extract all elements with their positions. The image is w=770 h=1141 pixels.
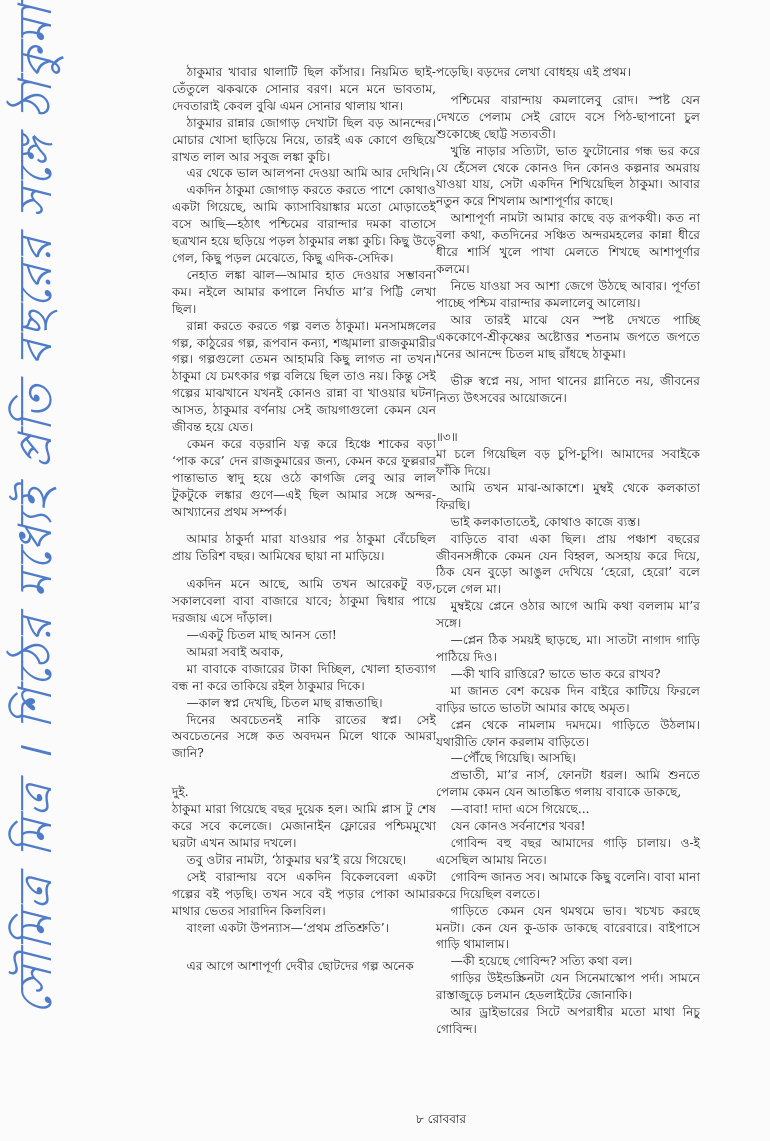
paragraph: খুন্তি নাড়ার সত্যিটা, ভাত ফুটোনোর গন্ধ ভর করে যে হেঁসেল থেকে কোনও দিন কোনও কল্পনার অমরায় যাওয়া যায়, সেটা একদিন শিখিয়েছিল ঠাকুমা। আবার নতুন করে শিখলাম আশাপূর্ণার কাছে। [436,143,700,209]
paragraph: বাংলা একটা উপন্যাস—‘প্রথম প্রতিশ্রুতি’। [186,920,389,935]
paragraph: দিনের অবচেতনই নাকি রাতের স্বপ্ন। সেই অবচেতনের সঙ্গে কত অবদমন মিলে থাকে আমরা জানি? [172,712,436,761]
paragraph: বাড়িতে বাবা একা ছিল। প্রায় পঞ্চাশ বছরের জীবনসঙ্গীকে কেমন যেন বিহ্বল, অসহায় করে দিয়ে, ঠিক যেন বুড়ো আঙুল দেখিয়ে ‘হেরো, হেরো’ বলে চলে গেল মা। [436,531,700,597]
paragraph: প্রভাতী, মা’র নার্স, ফোনটা ধরল। আমি শুনতে পেলাম কেমন যেন আতঙ্কিত গলায় বাবাকে ডাকছে, [436,768,700,800]
paragraph: আর ড্রাইভারের সিটে অপরাধীর মতো মাথা নিচু গোবিন্দ। [436,1005,700,1036]
paragraph: —কী হয়েছে গোবিন্দ? সত্যি কথা বল। [450,954,633,969]
paragraph: দুই. [172,785,189,800]
paragraph: যেন কোনও সর্বনাশের খবর! [450,819,586,834]
paragraph: পড়েছি। বড়দের লেখা বোধহয় এই প্রথম। [436,65,631,79]
paragraph: ভীরু স্বপ্নে নয়, সাদা থানের গ্লানিতে নয়, জীবনের নিত্য উৎসবের আয়োজনে। [436,374,700,406]
paragraph: —একটু চিতল মাছ আনস তো! [186,628,337,642]
paragraph: একদিন মনে আছে, আমি তখন আরেকটু বড়, সকালবেলা বাবা বাজারে যাবে; ঠাকুমা দ্বিধার পায়ে দরজায় এসে দাঁড়াল। [172,577,436,626]
paragraph: সেই বারান্দায় বসে একদিন বিকেলবেলা একটা গল্পের বই পড়ছি। তখন সবে বই পড়ার পোকা আমার মাথার ভেতর সারাদিন কিলবিল। [172,869,436,918]
paragraph: —কী খাবি রাত্তিরে? ভাতে ভাত করে রাখব? [450,666,661,681]
paragraph: মা বাবাকে বাজারের টাকা দিচ্ছিল, খোলা হাতব্যাগ বন্ধ না করে তাকিয়ে রইল ঠাকুমার দিকে। [172,661,436,693]
paragraph: ॥৩॥ [436,430,458,445]
paragraph: আশাপূর্ণা নামটা আমার কাছে বড় রূপকথী। কত না বলা কথা, কতদিনের সঞ্চিত অন্দরমহলের কান্না ধীরে ধীরে শার্সি খুলে পাখা মেলতে শিখছে আশাপূর্ণার কলমে। [436,211,700,276]
paragraph: আমি তখন মাঝ-আকাশে। মুম্বই থেকে কলকাতা ফিরছি। [436,480,700,512]
paragraph: —বাবা! দাদা এসে গিয়েছে... [450,802,590,817]
paragraph: ভাই কলকাতাতেই, কোথাও কাজে ব্যস্ত। [450,514,641,529]
paragraph: নেহাত লঙ্কা ঝাল—আমার হাত দেওয়ার সম্ভাবনা কম। নইলে আমার কপালে নির্ঘাত মা’র পিট্টি লেখা ছিল। [172,267,436,316]
paragraph: গাড়ির উইন্ডস্ক্রিনটা যেন সিনেমাস্কোপ পর্দা। সামনে রাস্তাজুড়ে চলমান হেডলাইটের জোনাকি। [436,971,700,1003]
paragraph: গোবিন্দ বহু বছর আমাদের গাড়ি চালায়। ও-ই এসেছিল আমায় নিতে। [436,835,700,867]
paragraph: রান্না করতে করতে গল্প বলত ঠাকুমা। মনসামঙ্গলের গল্প, কাঠুরের গল্প, রূপবান কন্যা, শঙ্খমালা রাজকুমারীর গল্প। গল্পগুলো তেমন আহামরি কিছু লাগত না তখন। ঠাকুমা যে চমৎকার গল্প বলিয়ে ছিল তাও নয়। কিন্তু সেই গল্পের মাঝখানে যখনই কোনও রান্না বা খাওয়ার ঘটনা আসত, ঠাকুমার বর্ণনায় সেই জায়গাগুলো কেমন যেন জীবন্ত হয়ে যেত। [172,318,436,435]
paragraph: পশ্চিমের বারান্দায় কমলালেবু রোদ। স্পষ্ট যেন দেখতে পেলাম সেই রোদে বসে পিঠ-ছাপানো চুল শুকোচ্ছে ছোট্ট সত্যবতী। [436,92,700,141]
paragraph: মা চলে গিয়েছিল বড় চুপি-চুপি। আমাদের সবাইকে ফাঁকি দিয়ে। [436,447,700,479]
paragraph: —পৌঁছে গিয়েছি। আসছি। [450,751,576,766]
paragraph: আর তারই মাঝে যেন স্পষ্ট দেখতে পাচ্ছি এককোণে-শ্রীকৃষ্ণের অষ্টোত্তর শতনাম জপতে জপতে মনের আনন্দে চিতল মাছ রাঁধছে ঠাকুমা। [436,312,700,361]
paragraph: গাড়িতে কেমন যেন থমথমে ভাব। খচখচ করছে মনটা। কেন যেন কু-ডাক ডাকছে বারেবারে। বাইপাসে গাড়ি থামালাম। [436,903,700,952]
paragraph: এর আগে আশাপূর্ণা দেবীর ছোটদের গল্প অনেক [186,959,414,974]
left-text-column [172,64,436,975]
paragraph: আমার ঠাকুর্দা মারা যাওয়ার পর ঠাকুমা বেঁচেছিল প্রায় তিরিশ বছর। আমিষের ছায়া না মাড়িয়ে। [172,532,436,564]
paragraph: —প্লেন ঠিক সময়ই ছাড়ছে, মা। সাতটা নাগাদ গাড়ি পাঠিয়ে দিও। [436,633,700,664]
paragraph: কেমন করে বড়রানি যত্ন করে হিঞ্চে শাকের বড়া ‘পাক করে’ দেন রাজকুমারের জন্য, কেমন করে ফুল্লরার পান্তাভাত স্বাদু হয়ে ওঠে কাগজি লেবু আর লাল টুকটুকে লঙ্কার গুণে—এই ছিল আমার সঙ্গে অন্দর-আখ্যানের প্রথম সম্পর্ক। [172,436,436,519]
right-text-column [436,64,700,1038]
paragraph: তবু ওটার নামটা, ‘ঠাকুমার ঘর’ই রয়ে গিয়েছে। [186,852,407,867]
paragraph: একদিন ঠাকুমা জোগাড় করতে করতে পাশে কোথাও একটা গিয়েছে, আমি ক্যাসাবিয়াঙ্কার মতো মোড়াতেই বসে আছি—হঠাৎ পশ্চিমের বারান্দার দমকা বাতাসে ছত্রখান হয়ে ছড়িয়ে পড়ল ঠাকুমার লঙ্কা কুচি। কিছু উড়ে গেল, কিছু পড়ল মেঝেতে, কিছু এদিক-সেদিক। [172,183,436,265]
page-footer: ৮ রোববার [416,1112,466,1126]
paragraph: আমরা সবাই অবাক, [186,644,284,659]
paragraph: এর থেকে ভাল আলপনা দেওয়া আমি আর দেখিনি। [186,166,435,181]
paragraph: ঠাকুমা মারা গিয়েছে বছর দুয়েক হল। আমি প্লাস টু শেষ করে সবে কলেজে। মেজানাইন ফ্লোরের পশ্চিমমুখো ঘরটা এখন আমার দখলে। [172,802,436,850]
paragraph: —কাল স্বপ্ন দেখছি, চিতল মাছ রান্ধতাছি। [186,695,383,710]
paragraph: মুম্বইয়ে প্লেনে ওঠার আগে আমি কথা বললাম মা’র সঙ্গে। [436,599,700,631]
paragraph: ঠাকুমার রান্নার জোগাড় দেখাটা ছিল বড় আনন্দের। মোচার খোসা ছাড়িয়ে নিয়ে, তারই এক কোণে গুছিয়ে রাখত লাল আর সবুজ লঙ্কা কুচি। [172,115,436,164]
paragraph: নিভে যাওয়া সব আশা জেগে উঠছে আবার। পূর্ণতা পাচ্ছে পশ্চিম বারান্দার কমলালেবু আলোয়। [436,278,700,310]
paragraph: গোবিন্দ জানত সব। আমাকে কিছু বলেনি। বাবা মানা করে দিয়েছিল বলতে। [436,869,700,901]
paragraph: মা জানত বেশ কয়েক দিন বাইরে কাটিয়ে ফিরলে বাড়ির ভাতে ভাতটা আমার কাছে অমৃত। [436,683,700,715]
paragraph: প্লেন থেকে নামলাম দমদমে। গাড়িতে উঠলাম। যথারীতি ফোন করলাম বাড়িতে। [436,717,700,749]
handwritten-side-title: সৌমিত্র মিত্র । শিঠের মধ্যেই প্রতি বছরের সঙ্গে ঠাকুমা [8,3,62,1015]
paragraph: ঠাকুমার খাবার থালাটি ছিল কাঁসার। নিয়মিত ছাই-তেঁতুলে ঝকঝকে সোনার বরণ। মনে মনে ভাবতাম, দেবতারাই কেবল বুঝি এমন সোনার থালায় খান। [172,65,436,113]
